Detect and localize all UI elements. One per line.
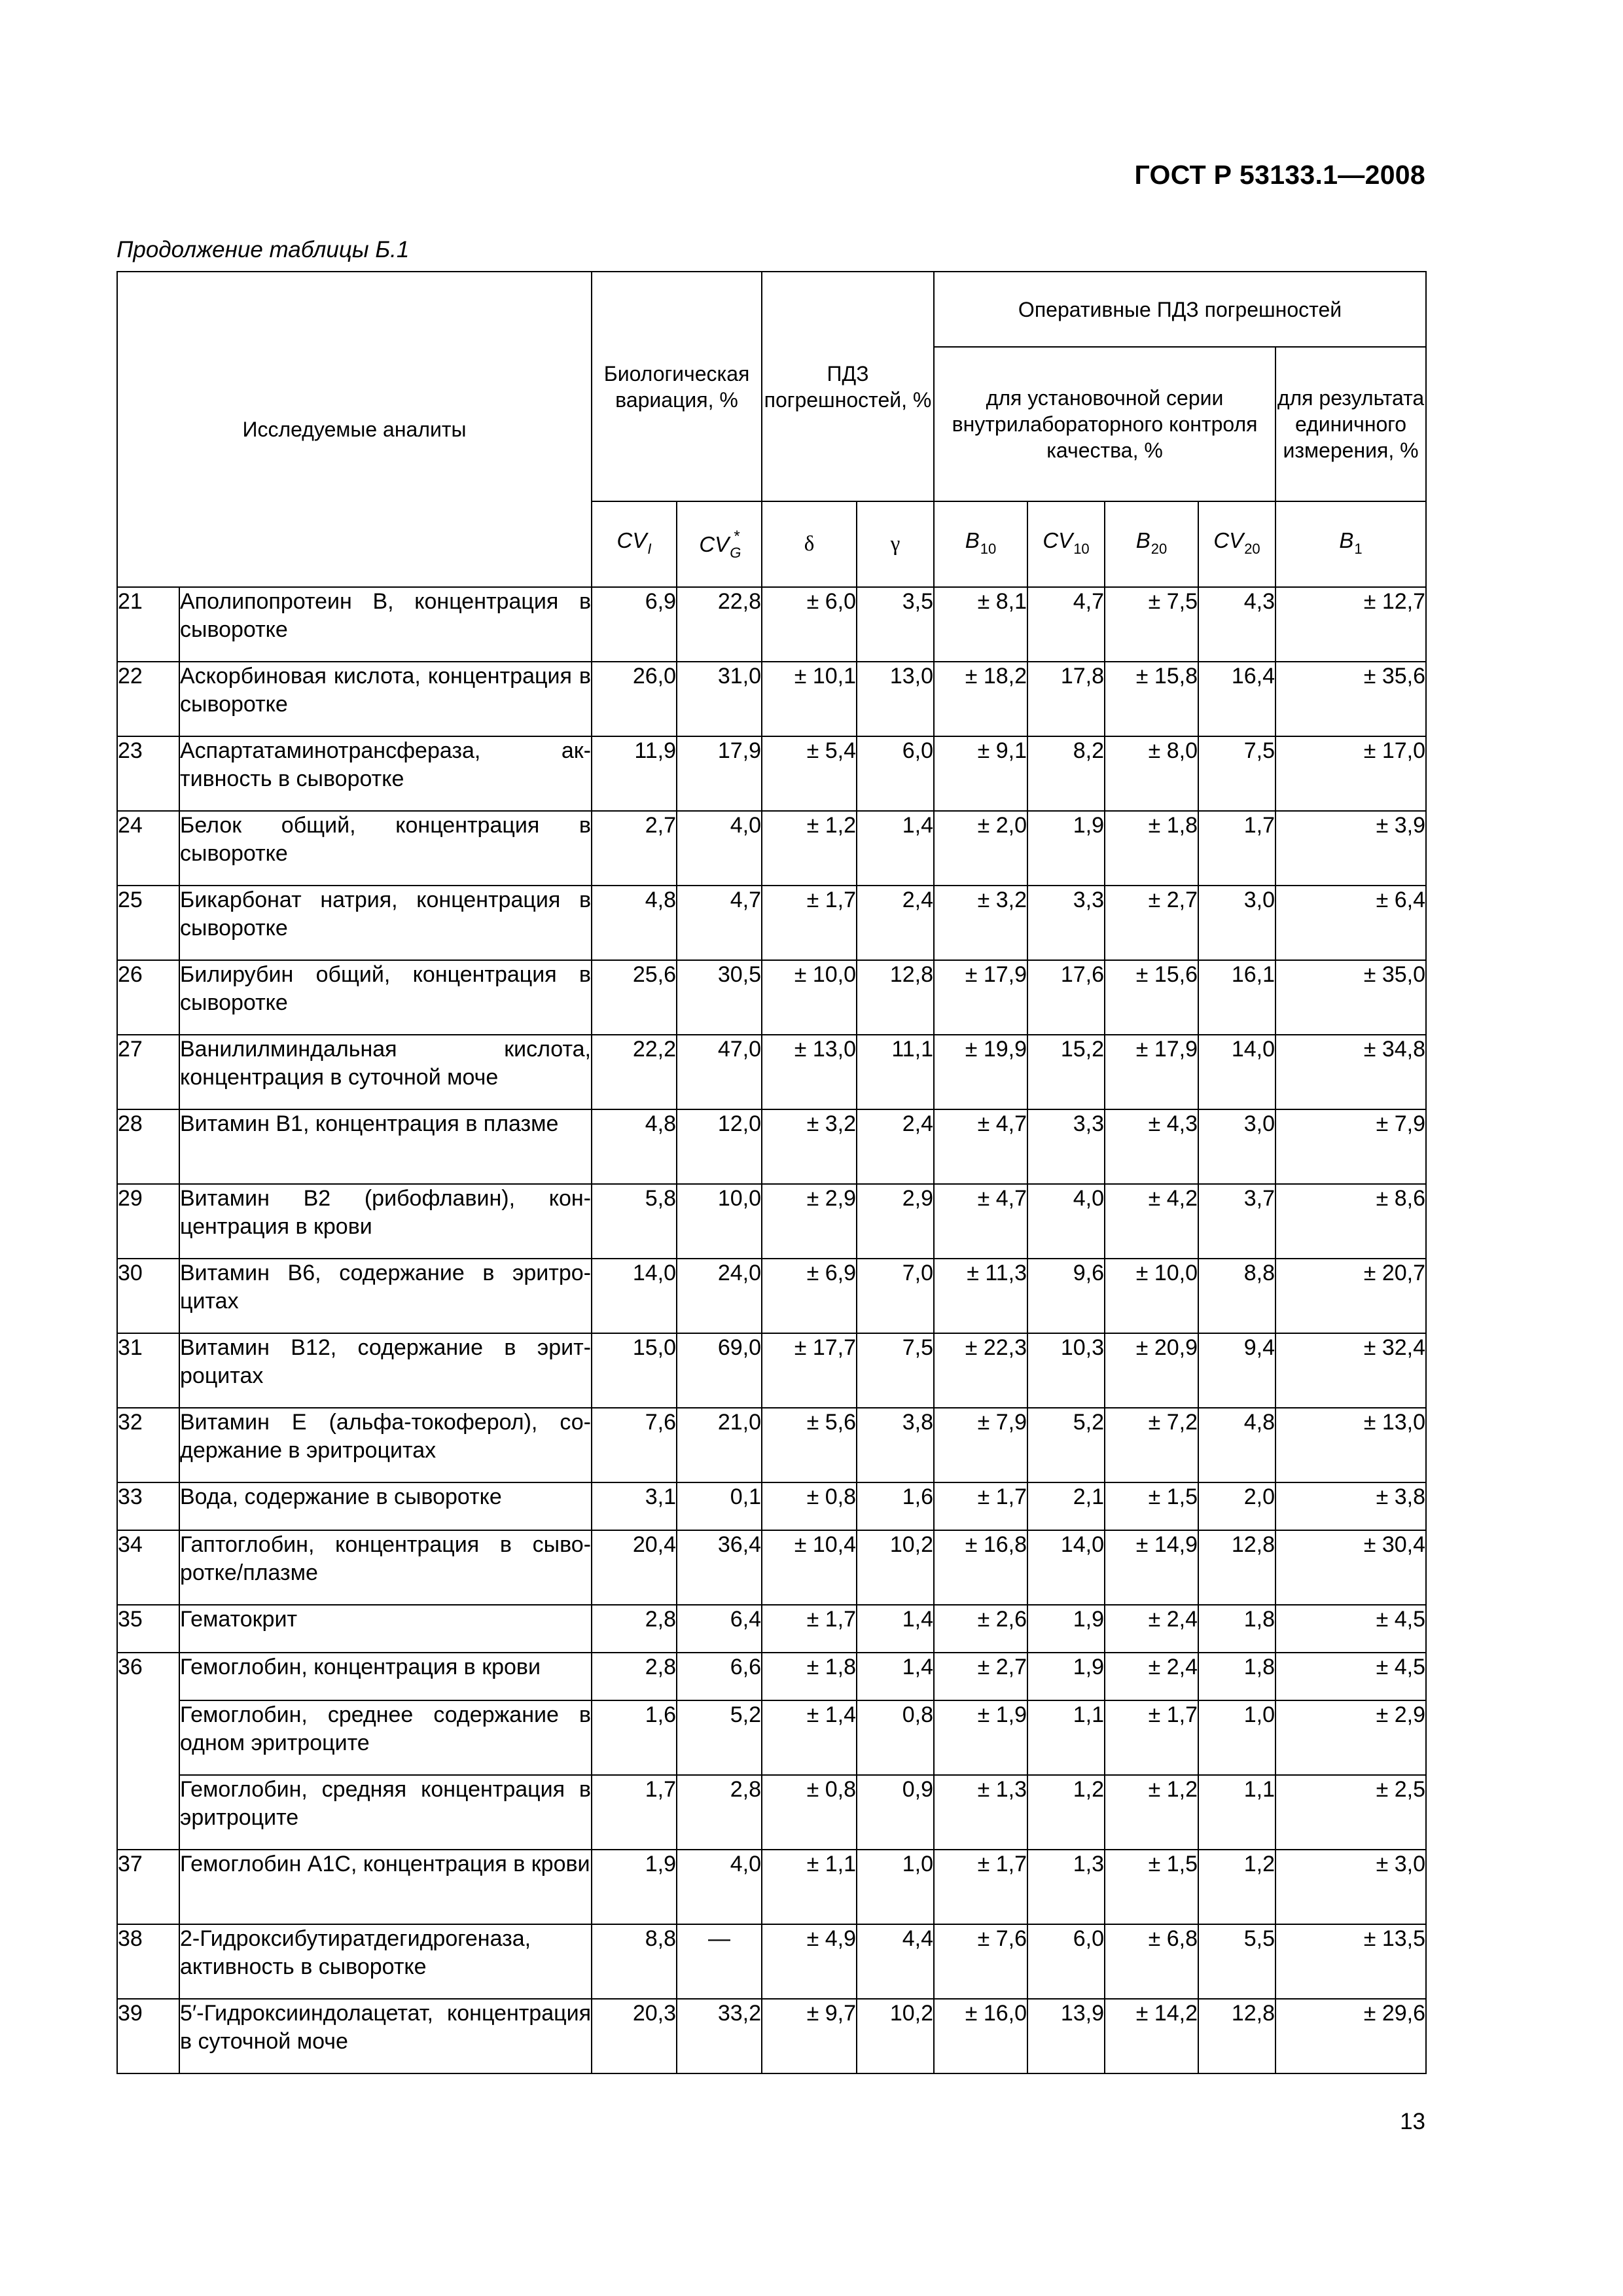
cell-gamma: 10,2 — [857, 1530, 934, 1605]
cell-cvg: 33,2 — [677, 1999, 762, 2073]
table-row — [117, 1259, 1426, 1333]
cell-cvg: 30,5 — [677, 960, 762, 1035]
cell-gamma: 2,4 — [857, 1109, 934, 1184]
table-row — [117, 1924, 1426, 1999]
cell-cv10: 8,2 — [1027, 736, 1105, 811]
row-index: 26 — [117, 960, 179, 1035]
analyte-name: Аскорбиновая кислота, концентрация в сыворотке — [179, 662, 592, 736]
cell-b10: ± 2,7 — [934, 1653, 1027, 1700]
cell-cv10: 1,9 — [1027, 1605, 1105, 1653]
cell-b20: ± 14,2 — [1105, 1999, 1198, 2073]
cell-delta: ± 9,7 — [762, 1999, 857, 2073]
cell-b20: ± 1,5 — [1105, 1850, 1198, 1924]
cell-b1: ± 35,6 — [1275, 662, 1426, 736]
cell-b20: ± 6,8 — [1105, 1924, 1198, 1999]
table-row — [117, 1333, 1426, 1408]
cell-cvi: 5,8 — [592, 1184, 677, 1259]
analyte-name: Витамин E (альфа-токоферол), содержание в эритроцитах — [179, 1408, 592, 1482]
cell-cvg: 12,0 — [677, 1109, 762, 1184]
cell-cv10: 1,3 — [1027, 1850, 1105, 1924]
cell-b1: ± 13,5 — [1275, 1924, 1426, 1999]
table-row — [117, 1700, 1426, 1775]
cell-cv20: 12,8 — [1198, 1530, 1275, 1605]
cell-b10: ± 1,7 — [934, 1482, 1027, 1530]
cell-b10: ± 11,3 — [934, 1259, 1027, 1333]
cell-cv10: 1,9 — [1027, 811, 1105, 886]
table-row — [117, 736, 1426, 811]
cell-cvg: — — [677, 1924, 762, 1999]
row-index: 39 — [117, 1999, 179, 2073]
cell-cv10: 1,1 — [1027, 1700, 1105, 1775]
cell-cvg: 21,0 — [677, 1408, 762, 1482]
col-b10: $B_{10}$ — [934, 501, 1027, 587]
analyte-name: Витамин B12, содержание в эритроцитах — [179, 1333, 592, 1408]
cell-b1: ± 17,0 — [1275, 736, 1426, 811]
cell-gamma: 0,9 — [857, 1775, 934, 1850]
cell-cv20: 3,7 — [1198, 1184, 1275, 1259]
cell-cvi: 14,0 — [592, 1259, 677, 1333]
cell-delta: ± 17,7 — [762, 1333, 857, 1408]
cell-delta: ± 2,9 — [762, 1184, 857, 1259]
cell-cv10: 3,3 — [1027, 886, 1105, 960]
cell-delta: ± 0,8 — [762, 1482, 857, 1530]
cell-gamma: 1,6 — [857, 1482, 934, 1530]
cell-b1: ± 7,9 — [1275, 1109, 1426, 1184]
col-cvi: $CV_I$ — [592, 501, 677, 587]
row-index: 21 — [117, 587, 179, 662]
table-row — [117, 1035, 1426, 1109]
analyte-name: Витамин B2 (рибофлавин), концентрация в крови — [179, 1184, 592, 1259]
cell-cvi: 7,6 — [592, 1408, 677, 1482]
cell-cvi: 22,2 — [592, 1035, 677, 1109]
cell-b20: ± 1,5 — [1105, 1482, 1198, 1530]
cell-b10: ± 19,9 — [934, 1035, 1027, 1109]
row-index: 38 — [117, 1924, 179, 1999]
analyte-name: Витамин B1, концентрация в плазме — [179, 1109, 592, 1184]
cell-gamma: 7,0 — [857, 1259, 934, 1333]
table-row — [117, 1999, 1426, 2073]
table-row — [117, 1184, 1426, 1259]
header-bio-variation: Биологическая вариация, % — [592, 272, 762, 501]
cell-cvi: 4,8 — [592, 886, 677, 960]
cell-b20: ± 7,2 — [1105, 1408, 1198, 1482]
analyte-name: Гемоглобин A1C, концентрация в крови — [179, 1850, 592, 1924]
table-row — [117, 811, 1426, 886]
cell-cv20: 7,5 — [1198, 736, 1275, 811]
cell-b20: ± 20,9 — [1105, 1333, 1198, 1408]
cell-gamma: 11,1 — [857, 1035, 934, 1109]
header-analytes: Исследуемые аналиты — [117, 272, 592, 587]
row-index: 29 — [117, 1184, 179, 1259]
table-row — [117, 662, 1426, 736]
cell-gamma: 4,4 — [857, 1924, 934, 1999]
cell-gamma: 1,4 — [857, 1653, 934, 1700]
col-b20: $B_{20}$ — [1105, 501, 1198, 587]
cell-b20: ± 2,4 — [1105, 1605, 1198, 1653]
cell-cvi: 20,3 — [592, 1999, 677, 2073]
cell-cv10: 10,3 — [1027, 1333, 1105, 1408]
cell-cv10: 3,3 — [1027, 1109, 1105, 1184]
cell-b10: ± 1,7 — [934, 1850, 1027, 1924]
cell-b1: ± 2,9 — [1275, 1700, 1426, 1775]
cell-cv20: 14,0 — [1198, 1035, 1275, 1109]
cell-cvg: 0,1 — [677, 1482, 762, 1530]
cell-cvi: 25,6 — [592, 960, 677, 1035]
cell-gamma: 2,4 — [857, 886, 934, 960]
cell-cvi: 11,9 — [592, 736, 677, 811]
cell-cvi: 26,0 — [592, 662, 677, 736]
cell-cv20: 1,8 — [1198, 1653, 1275, 1700]
cell-delta: ± 10,4 — [762, 1530, 857, 1605]
analyte-name: Гемоглобин, среднее содержание в одном эритроците — [179, 1700, 592, 1775]
col-gamma: γ — [857, 501, 934, 587]
cell-b10: ± 1,3 — [934, 1775, 1027, 1850]
analyte-name: Билирубин общий, концентрация в сыворотке — [179, 960, 592, 1035]
cell-delta: ± 1,1 — [762, 1850, 857, 1924]
cell-cvg: 6,4 — [677, 1605, 762, 1653]
row-index: 37 — [117, 1850, 179, 1924]
analyte-name: 2-Гидроксибутиратдегидрогеназа, активность в сыворотке — [179, 1924, 592, 1999]
cell-b10: ± 18,2 — [934, 662, 1027, 736]
cell-cv10: 13,9 — [1027, 1999, 1105, 2073]
cell-cvg: 5,2 — [677, 1700, 762, 1775]
cell-gamma: 7,5 — [857, 1333, 934, 1408]
table-row — [117, 1850, 1426, 1924]
row-index: 35 — [117, 1605, 179, 1653]
cell-delta: ± 1,7 — [762, 1605, 857, 1653]
cell-delta: ± 4,9 — [762, 1924, 857, 1999]
cell-cv10: 4,7 — [1027, 587, 1105, 662]
col-cv10: $CV_{10}$ — [1027, 501, 1105, 587]
cell-cv20: 5,5 — [1198, 1924, 1275, 1999]
cell-cvg: 4,0 — [677, 1850, 762, 1924]
cell-delta: ± 1,7 — [762, 886, 857, 960]
cell-delta: ± 3,2 — [762, 1109, 857, 1184]
cell-b20: ± 2,4 — [1105, 1653, 1198, 1700]
cell-cvg: 31,0 — [677, 662, 762, 736]
cell-cvg: 69,0 — [677, 1333, 762, 1408]
cell-cv20: 1,2 — [1198, 1850, 1275, 1924]
cell-cvg: 47,0 — [677, 1035, 762, 1109]
cell-b10: ± 1,9 — [934, 1700, 1027, 1775]
row-index: 23 — [117, 736, 179, 811]
row-index: 33 — [117, 1482, 179, 1530]
cell-b1: ± 34,8 — [1275, 1035, 1426, 1109]
cell-b20: ± 4,3 — [1105, 1109, 1198, 1184]
cell-cvi: 2,8 — [592, 1653, 677, 1700]
row-index: 22 — [117, 662, 179, 736]
col-cv20: $CV_{20}$ — [1198, 501, 1275, 587]
table-row — [117, 960, 1426, 1035]
cell-cv20: 3,0 — [1198, 1109, 1275, 1184]
row-index: 25 — [117, 886, 179, 960]
cell-gamma: 1,4 — [857, 811, 934, 886]
cell-cvg: 24,0 — [677, 1259, 762, 1333]
table-row — [117, 1109, 1426, 1184]
cell-cvi: 4,8 — [592, 1109, 677, 1184]
cell-b10: ± 16,0 — [934, 1999, 1027, 2073]
cell-cvi: 1,9 — [592, 1850, 677, 1924]
table-row — [117, 1653, 1426, 1700]
analyte-name: 5′-Гидроксииндолацетат, концентрация в суточной моче — [179, 1999, 592, 2073]
cell-gamma: 6,0 — [857, 736, 934, 811]
cell-cv10: 9,6 — [1027, 1259, 1105, 1333]
cell-delta: ± 1,4 — [762, 1700, 857, 1775]
table-row — [117, 1482, 1426, 1530]
row-index: 24 — [117, 811, 179, 886]
cell-cvi: 8,8 — [592, 1924, 677, 1999]
table-row — [117, 587, 1426, 662]
cell-b10: ± 8,1 — [934, 587, 1027, 662]
cell-cv20: 2,0 — [1198, 1482, 1275, 1530]
cell-cvi: 2,7 — [592, 811, 677, 886]
cell-cv10: 17,6 — [1027, 960, 1105, 1035]
cell-cv20: 12,8 — [1198, 1999, 1275, 2073]
row-index: 32 — [117, 1408, 179, 1482]
cell-cvg: 4,0 — [677, 811, 762, 886]
cell-b1: ± 29,6 — [1275, 1999, 1426, 2073]
analyte-name: Ванилилминдальная кислота, концентрация в суточной моче — [179, 1035, 592, 1109]
header-pdz: ПДЗ погрешностей, % — [762, 272, 934, 501]
cell-b20: ± 1,8 — [1105, 811, 1198, 886]
cell-cv10: 4,0 — [1027, 1184, 1105, 1259]
cell-delta: ± 10,1 — [762, 662, 857, 736]
cell-cv10: 1,2 — [1027, 1775, 1105, 1850]
cell-b1: ± 8,6 — [1275, 1184, 1426, 1259]
cell-b10: ± 2,6 — [934, 1605, 1027, 1653]
cell-b1: ± 3,9 — [1275, 811, 1426, 886]
page-number: 13 — [1400, 2109, 1425, 2134]
cell-cvi: 1,7 — [592, 1775, 677, 1850]
cell-cv20: 1,7 — [1198, 811, 1275, 886]
analyte-name: Вода, содержание в сыворотке — [179, 1482, 592, 1530]
data-table — [116, 271, 1427, 2074]
cell-b10: ± 4,7 — [934, 1109, 1027, 1184]
cell-cvg: 6,6 — [677, 1653, 762, 1700]
cell-cvg: 17,9 — [677, 736, 762, 811]
row-index: 30 — [117, 1259, 179, 1333]
cell-delta: ± 0,8 — [762, 1775, 857, 1850]
cell-b10: ± 7,6 — [934, 1924, 1027, 1999]
table-caption: Продолжение таблицы Б.1 — [116, 237, 410, 262]
row-index: 34 — [117, 1530, 179, 1605]
cell-cv10: 15,2 — [1027, 1035, 1105, 1109]
cell-cv10: 1,9 — [1027, 1653, 1105, 1700]
cell-cv20: 4,8 — [1198, 1408, 1275, 1482]
cell-b1: ± 6,4 — [1275, 886, 1426, 960]
cell-b20: ± 17,9 — [1105, 1035, 1198, 1109]
cell-gamma: 3,5 — [857, 587, 934, 662]
cell-cvi: 15,0 — [592, 1333, 677, 1408]
cell-b1: ± 4,5 — [1275, 1653, 1426, 1700]
table-row — [117, 1408, 1426, 1482]
cell-cv20: 1,1 — [1198, 1775, 1275, 1850]
cell-cv20: 9,4 — [1198, 1333, 1275, 1408]
cell-delta: ± 1,2 — [762, 811, 857, 886]
cell-gamma: 12,8 — [857, 960, 934, 1035]
cell-b10: ± 7,9 — [934, 1408, 1027, 1482]
cell-b10: ± 3,2 — [934, 886, 1027, 960]
cell-cvg: 22,8 — [677, 587, 762, 662]
cell-b10: ± 16,8 — [934, 1530, 1027, 1605]
header-operative: Оперативные ПДЗ погрешностей — [934, 272, 1426, 347]
row-index: 28 — [117, 1109, 179, 1184]
cell-cv20: 1,8 — [1198, 1605, 1275, 1653]
cell-gamma: 13,0 — [857, 662, 934, 736]
cell-b20: ± 14,9 — [1105, 1530, 1198, 1605]
cell-cvi: 1,6 — [592, 1700, 677, 1775]
cell-gamma: 2,9 — [857, 1184, 934, 1259]
cell-b1: ± 12,7 — [1275, 587, 1426, 662]
cell-b1: ± 3,8 — [1275, 1482, 1426, 1530]
header-single: для результата единичного измерения, % — [1275, 347, 1426, 501]
cell-cv10: 6,0 — [1027, 1924, 1105, 1999]
cell-b20: ± 8,0 — [1105, 736, 1198, 811]
table-row — [117, 1605, 1426, 1653]
col-delta: δ — [762, 501, 857, 587]
analyte-name: Гемоглобин, средняя концентрация в эритроците — [179, 1775, 592, 1850]
table-body — [117, 587, 1426, 2073]
analyte-name: Белок общий, концентрация в сыворотке — [179, 811, 592, 886]
table-row — [117, 1530, 1426, 1605]
cell-delta: ± 5,6 — [762, 1408, 857, 1482]
cell-gamma: 1,0 — [857, 1850, 934, 1924]
cell-cvg: 2,8 — [677, 1775, 762, 1850]
analyte-name: Витамин B6, содержание в эритроцитах — [179, 1259, 592, 1333]
cell-delta: ± 6,9 — [762, 1259, 857, 1333]
cell-cv10: 17,8 — [1027, 662, 1105, 736]
cell-cv20: 4,3 — [1198, 587, 1275, 662]
cell-cv20: 8,8 — [1198, 1259, 1275, 1333]
cell-cvi: 2,8 — [592, 1605, 677, 1653]
cell-delta: ± 1,8 — [762, 1653, 857, 1700]
cell-cvg: 10,0 — [677, 1184, 762, 1259]
row-index: 36 — [117, 1653, 179, 1850]
cell-b10: ± 4,7 — [934, 1184, 1027, 1259]
analyte-name: Гемоглобин, концентрация в крови — [179, 1653, 592, 1700]
cell-cv10: 2,1 — [1027, 1482, 1105, 1530]
cell-b1: ± 4,5 — [1275, 1605, 1426, 1653]
cell-cv10: 14,0 — [1027, 1530, 1105, 1605]
cell-b10: ± 17,9 — [934, 960, 1027, 1035]
cell-b20: ± 15,6 — [1105, 960, 1198, 1035]
cell-b10: ± 9,1 — [934, 736, 1027, 811]
cell-b20: ± 10,0 — [1105, 1259, 1198, 1333]
cell-gamma: 10,2 — [857, 1999, 934, 2073]
header-series: для установочной серии внутрилабораторного контроля качества, % — [934, 347, 1275, 501]
cell-delta: ± 5,4 — [762, 736, 857, 811]
cell-cvi: 20,4 — [592, 1530, 677, 1605]
cell-b1: ± 2,5 — [1275, 1775, 1426, 1850]
col-b1: $B_1$ — [1275, 501, 1426, 587]
cell-delta: ± 13,0 — [762, 1035, 857, 1109]
cell-cv10: 5,2 — [1027, 1408, 1105, 1482]
cell-delta: ± 10,0 — [762, 960, 857, 1035]
cell-cv20: 16,1 — [1198, 960, 1275, 1035]
analyte-name: Аполипопротеин B, концентрация в сыворотке — [179, 587, 592, 662]
cell-b1: ± 13,0 — [1275, 1408, 1426, 1482]
cell-gamma: 3,8 — [857, 1408, 934, 1482]
cell-cv20: 16,4 — [1198, 662, 1275, 736]
row-index: 31 — [117, 1333, 179, 1408]
cell-b20: ± 1,2 — [1105, 1775, 1198, 1850]
cell-b1: ± 35,0 — [1275, 960, 1426, 1035]
cell-b1: ± 3,0 — [1275, 1850, 1426, 1924]
cell-b10: ± 22,3 — [934, 1333, 1027, 1408]
cell-b20: ± 4,2 — [1105, 1184, 1198, 1259]
analyte-name: Гаптоглобин, концентрация в сыворотке/плазме — [179, 1530, 592, 1605]
document-code: ГОСТ Р 53133.1—2008 — [1134, 160, 1425, 190]
analyte-name: Бикарбонат натрия, концентрация в сыворотке — [179, 886, 592, 960]
cell-gamma: 1,4 — [857, 1605, 934, 1653]
table-row — [117, 886, 1426, 960]
cell-cvg: 4,7 — [677, 886, 762, 960]
cell-cvi: 3,1 — [592, 1482, 677, 1530]
cell-b20: ± 1,7 — [1105, 1700, 1198, 1775]
cell-delta: ± 6,0 — [762, 587, 857, 662]
cell-gamma: 0,8 — [857, 1700, 934, 1775]
cell-b1: ± 20,7 — [1275, 1259, 1426, 1333]
cell-b20: ± 7,5 — [1105, 587, 1198, 662]
cell-cv20: 1,0 — [1198, 1700, 1275, 1775]
analyte-name: Аспартатаминотрансфераза, активность в сыворотке — [179, 736, 592, 811]
cell-b1: ± 32,4 — [1275, 1333, 1426, 1408]
col-cvg: $CV_G^*$ — [677, 501, 762, 587]
cell-cvg: 36,4 — [677, 1530, 762, 1605]
analyte-name: Гематокрит — [179, 1605, 592, 1653]
row-index: 27 — [117, 1035, 179, 1109]
cell-cvi: 6,9 — [592, 587, 677, 662]
cell-b20: ± 2,7 — [1105, 886, 1198, 960]
table-row — [117, 1775, 1426, 1850]
cell-cv20: 3,0 — [1198, 886, 1275, 960]
cell-b1: ± 30,4 — [1275, 1530, 1426, 1605]
cell-b10: ± 2,0 — [934, 811, 1027, 886]
cell-b20: ± 15,8 — [1105, 662, 1198, 736]
